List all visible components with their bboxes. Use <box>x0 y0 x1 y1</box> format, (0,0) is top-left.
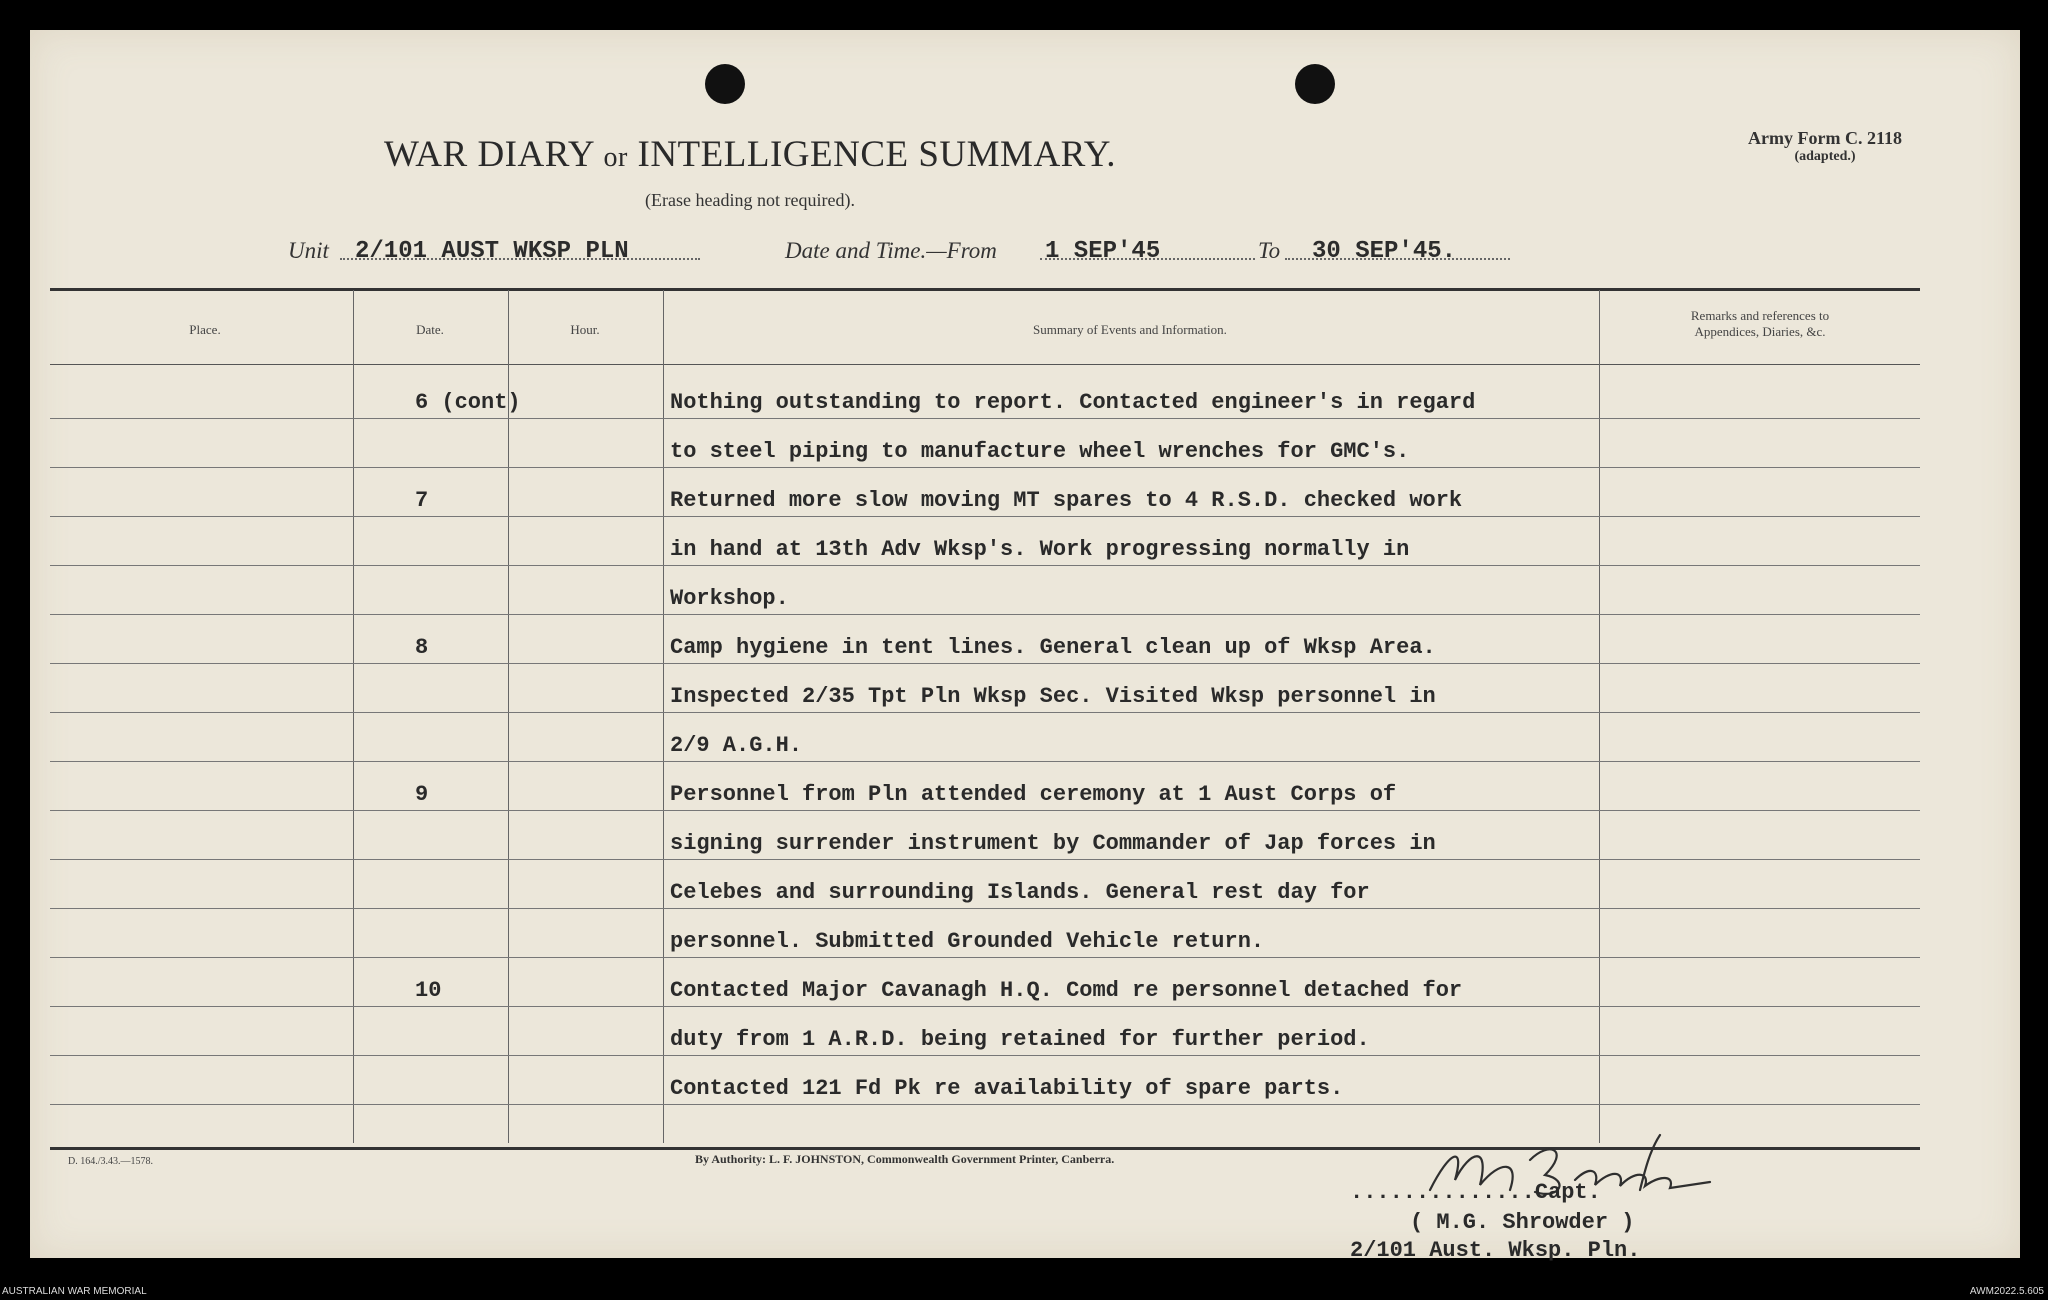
unit-label: Unit <box>288 238 329 263</box>
punch-hole-left <box>705 64 745 104</box>
from-value: 1 SEP'45 <box>1045 238 1161 265</box>
archive-credit: AUSTRALIAN WAR MEMORIAL <box>2 1286 147 1297</box>
date-time-label: Date and Time.—From <box>785 238 997 263</box>
entry-line: Celebes and surrounding Islands. General rest day for <box>670 880 1370 905</box>
table-rule <box>50 663 1920 664</box>
entry-line: Contacted Major Cavanagh H.Q. Comd re personnel detached for <box>670 978 1463 1003</box>
signature-block <box>1330 1130 1930 1263</box>
entry-date: 6 (cont) <box>415 390 521 415</box>
title-or: or <box>603 142 628 173</box>
entry-line: Nothing outstanding to report. Contacted engineer's in regard <box>670 390 1476 415</box>
table-rule <box>50 761 1920 762</box>
table-rule <box>50 859 1920 860</box>
remarks-header-line-2: Appendices, Diaries, &c. <box>1694 324 1826 339</box>
entry-line: Inspected 2/35 Tpt Pln Wksp Sec. Visited Wksp personnel in <box>670 684 1436 709</box>
col-remarks-header <box>1600 308 1920 340</box>
print-code: D. 164./3.43.—1578. <box>68 1156 153 1167</box>
punch-hole-right <box>1295 64 1335 104</box>
entry-line: in hand at 13th Adv Wksp's. Work progressing normally in <box>670 537 1410 562</box>
form-adapted: (adapted.) <box>1794 149 1856 164</box>
col-hour-header: Hour. <box>570 322 600 337</box>
table-rule <box>50 810 1920 811</box>
signatory-name: ( M.G. Shrowder ) <box>1410 1210 1635 1235</box>
signatory-unit: 2/101 Aust. Wksp. Pln. <box>1350 1238 1641 1263</box>
table-rule <box>50 957 1920 958</box>
entry-line: Contacted 121 Fd Pk re availability of spare parts. <box>670 1076 1344 1101</box>
title-war-diary: WAR DIARY <box>383 134 594 175</box>
col-date-header: Date. <box>416 322 444 337</box>
entry-date: 9 <box>415 782 429 807</box>
title-intelligence-summary: INTELLIGENCE SUMMARY. <box>637 134 1117 175</box>
table-rule <box>50 418 1920 419</box>
entry-date: 7 <box>415 488 429 513</box>
printer-authority: By Authority: L. F. JOHNSTON, Commonwealth Government Printer, Canberra. <box>695 1152 1115 1166</box>
entry-line: Returned more slow moving MT spares to 4 R.S.D. checked work <box>670 488 1463 513</box>
to-label: To <box>1258 238 1281 263</box>
table-rule <box>50 614 1920 615</box>
remarks-header-line-1: Remarks and references to <box>1690 308 1830 323</box>
army-form-id <box>1710 128 1940 165</box>
col-place-header: Place. <box>189 322 221 337</box>
entry-line: signing surrender instrument by Commander of Jap forces in <box>670 831 1436 856</box>
entry-date: 10 <box>415 978 442 1003</box>
table-rule <box>50 712 1920 713</box>
table-rule <box>50 1006 1920 1007</box>
entry-date: 8 <box>415 635 429 660</box>
entry-line: Personnel from Pln attended ceremony at 1 Aust Corps of <box>670 782 1397 807</box>
entry-line: 2/9 A.G.H. <box>670 733 803 758</box>
entry-line: Workshop. <box>670 586 789 611</box>
entry-line: Camp hygiene in tent lines. General clean up of Wksp Area. <box>670 635 1436 660</box>
table-rule <box>50 467 1920 468</box>
unit-line <box>0 228 1990 268</box>
page-title <box>0 133 1500 176</box>
archive-reference: AWM2022.5.605 <box>1969 1286 2044 1297</box>
table-rule <box>50 1104 1920 1105</box>
table-rule <box>50 908 1920 909</box>
form-number: Army Form C. 2118 <box>1748 128 1902 148</box>
to-value: 30 SEP'45. <box>1312 238 1457 265</box>
entry-line: duty from 1 A.R.D. being retained for further period. <box>670 1027 1370 1052</box>
erase-heading-note: (Erase heading not required). <box>645 190 855 210</box>
entry-line: personnel. Submitted Grounded Vehicle return. <box>670 929 1265 954</box>
col-summary-header: Summary of Events and Information. <box>1033 322 1227 337</box>
table-rule <box>50 1055 1920 1056</box>
table-rule <box>50 565 1920 566</box>
table-rule <box>50 516 1920 517</box>
header-rule <box>50 364 1920 365</box>
entry-line: to steel piping to manufacture wheel wrenches for GMC's. <box>670 439 1410 464</box>
signature-line: ..............Capt. <box>1350 1180 1601 1205</box>
unit-value: 2/101 AUST WKSP PLN <box>355 238 629 265</box>
